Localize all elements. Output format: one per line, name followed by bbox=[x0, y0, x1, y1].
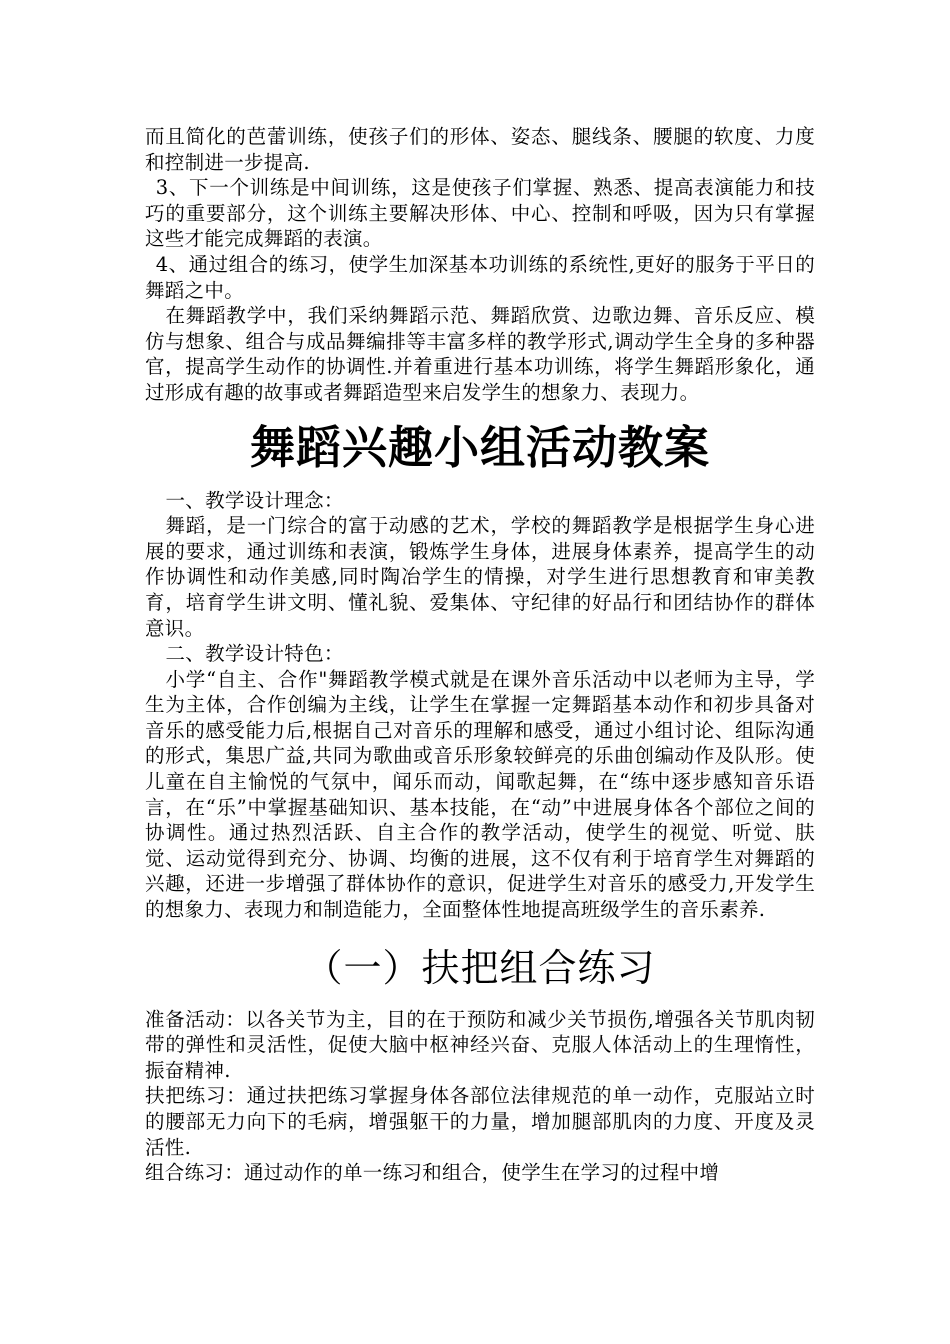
body-paragraph-teaching-forms: 在舞蹈教学中，我们采纳舞蹈示范、舞蹈欣赏、边歌边舞、音乐反应、模仿与想象、组合与成品舞编排等丰富多样的教学形式,调动学生全身的多种器官，提高学生动作的协调性.并着重进行基本功训练，将学生舞蹈形象化，通过形成有趣的故事或者舞蹈造型来启发学生的想象力、表现力。 bbox=[145, 304, 815, 404]
body-paragraph-item-3: 3、下一个训练是中间训练，这是使孩子们掌握、熟悉、提高表演能力和技巧的重要部分，这个训练主要解决形体、中心、控制和呼吸，因为只有掌握这些才能完成舞蹈的表演。 bbox=[145, 176, 815, 251]
body-paragraph: 而且简化的芭蕾训练，使孩子们的形体、姿态、腿线条、腰腿的软度、力度和控制进一步提高. bbox=[145, 125, 815, 174]
section-subtitle: （一）扶把组合练习 bbox=[304, 945, 656, 990]
body-paragraph-item-4: 4、通过组合的练习，使学生加深基本功训练的系统性,更好的服务于平日的舞蹈之中。 bbox=[145, 252, 815, 302]
barre-practice-paragraph: 扶把练习：通过扶把练习掌握身体各部位法律规范的单一动作，克服站立时的腰部无力向下的毛病，增强躯干的力量，增加腿部肌肉的力度、开度及灵活性. bbox=[145, 1084, 815, 1159]
section-two-body: 小学“自主、合作"舞蹈教学模式就是在课外音乐活动中以老师为主导，学生为主体，合作创编为主线，让学生在掌握一定舞蹈基本动作和初步具备对音乐的感受能力后,根据自己对音乐的理解和感受，通过小组讨论、组际沟通的形式，集思广益,共同为歌曲或音乐形象较鲜亮的乐曲创编动作及队形。使儿童在自主愉悦的气氛中，闻乐而动，闻歌起舞，在“练中逐步感知音乐语言，在“乐”中掌握基础知识、基本技能，在“动”中进展身体各个部位之间的协调性。通过热烈活跃、自主合作的教学活动，使学生的视觉、听觉、肤觉、运动觉得到充分、协调、均衡的进展，这不仅有利于培育学生对舞蹈的兴趣，还进一步增强了群体协作的意识，促进学生对音乐的感受力,开发学生的想象力、表现力和制造能力，全面整体性地提高班级学生的音乐素养. bbox=[145, 667, 815, 922]
section-one-body: 舞蹈，是一门综合的富于动感的艺术，学校的舞蹈教学是根据学生身心进展的要求，通过训练和表演，锻炼学生身体，进展身体素养，提高学生的动作协调性和动作美感,同时陶冶学生的情操，对学生进行思想教育和审美教育，培育学生讲文明、懂礼貌、爱集体、守纪律的好品行和团结协作的群体意识。 bbox=[145, 514, 815, 640]
document-page bbox=[145, 124, 815, 1186]
combination-practice-paragraph: 组合练习：通过动作的单一练习和组合，使学生在学习的过程中增 bbox=[145, 1161, 720, 1185]
section-two-heading: 二、教学设计特色： bbox=[165, 642, 344, 666]
document-title: 舞蹈兴趣小组活动教案 bbox=[249, 420, 710, 474]
prep-activity-paragraph: 准备活动：以各关节为主，目的在于预防和减少关节损伤,增强各关节肌肉韧带的弹性和灵活性，促使大脑中枢神经兴奋、克服人体活动上的生理惰性，振奋精神. bbox=[145, 1007, 815, 1082]
section-one-heading: 一、教学设计理念： bbox=[165, 488, 344, 512]
